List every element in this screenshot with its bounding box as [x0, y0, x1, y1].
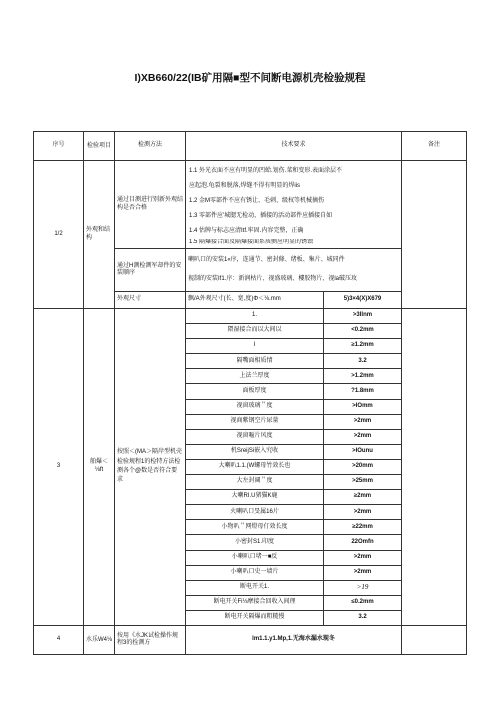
measure-value: ≥2mm	[324, 490, 402, 505]
measure-name: 断电开关隔爆而粗糙慢	[186, 610, 324, 625]
row-remark	[402, 625, 467, 654]
measure-value: ≤0.2mm	[324, 595, 402, 610]
measure-name: 机SreijSi嵌入究收	[186, 444, 324, 459]
requirement-line: 1.4 怙牌与标志应清Itf.牢固.内容完整，正确	[189, 227, 304, 234]
header-method: 检测方法	[115, 132, 186, 161]
row-remark	[402, 309, 467, 626]
measure-name: 小喇叭口史一墙片	[186, 565, 324, 580]
row-remark	[402, 161, 467, 309]
table-row	[34, 161, 467, 249]
requirement-line: 1.5 隔爆接合面及隔爆接面系质侧应明显的锈蚀	[189, 239, 314, 245]
measure-name: 视窗嘔片风度	[186, 429, 324, 444]
measure-name: I	[186, 339, 324, 354]
row-method: 通过H测检测军却件的安装顺序	[115, 249, 186, 292]
measure-name: 小喇叭口堵一■反	[186, 550, 324, 565]
measure-value: >2mm	[324, 414, 402, 429]
measure-name: 火喇叭口旻属16片	[186, 505, 324, 520]
measure-name: 断电开关1.	[186, 580, 324, 595]
measure-value: ≥1.2mm	[324, 339, 402, 354]
measure-value: >1.2mm	[324, 369, 402, 384]
row-requirement: 飘/A外观尺寸(长、宽,度)Φ＜⅛.mm	[186, 292, 324, 309]
measure-value: >2mm	[324, 565, 402, 580]
measure-value: >IOmm	[324, 399, 402, 414]
row-method: 外观尺寸	[115, 292, 186, 309]
measure-value: 3.2	[324, 354, 402, 369]
row-seq: 1/2	[34, 161, 84, 309]
row-method: 通过目测进行别新外观结构是否合格	[115, 161, 186, 249]
row-item: 舶爆＜⅛ft	[84, 309, 115, 626]
inspection-table	[33, 131, 467, 655]
measure-value: 22Omfn	[324, 535, 402, 550]
row-requirement	[186, 249, 402, 292]
header-seq: 序号	[34, 132, 84, 161]
measure-name: 小密封S1.印度	[186, 535, 324, 550]
table-row	[34, 309, 467, 324]
document-title: I)XB660/22(IB矿用隔■型不间断电源机壳检验规程	[134, 72, 366, 84]
measure-name: 大喇叭1.1.(W螺母竹效长也	[186, 459, 324, 474]
row-item: 水乐W4⅛	[84, 625, 115, 654]
header-item: 检验项目	[84, 132, 115, 161]
measure-name: 隔嘴面相质情	[186, 354, 324, 369]
measure-value: >2mm	[324, 550, 402, 565]
row-seq: 4	[34, 625, 84, 654]
measure-name: 上法兰厚度	[186, 369, 324, 384]
measure-name: 1.	[186, 309, 324, 324]
measure-value: >19	[324, 580, 402, 595]
measure-name: 断电开关Fi⅛摩接合回收入间理	[186, 595, 324, 610]
measure-value: >20mm	[324, 459, 402, 474]
measure-value: ?1.8mm	[324, 384, 402, 399]
row-requirement: lm1.1.y1.Mp,1.无海水漏水现冬	[186, 625, 402, 654]
measure-name: 隈湿接合而以大间以	[186, 324, 324, 339]
measure-name: 视窗玻璃＂度	[186, 399, 324, 414]
requirement-line: 1.3 零部件应'城腮无检动，插接的活动部件应插接自如	[189, 212, 333, 219]
requirement-line: 1.2 金M零部件不应有锈让、毛刺、级权等机械摘伤	[189, 197, 325, 204]
measure-value: ≥22mm	[324, 520, 402, 535]
requirement-line: 喇叭口的安装1«序，连通节、密封條、绪板、集片、城同件	[188, 256, 345, 263]
requirement-line: 视制的安装If1.序：新润枯片、视盛玻璃、樓胶物片、视la破压玫	[188, 275, 358, 282]
requirement-line: 1.1 外光衣面不应有明显的凹蛤.划伤.菜和变形.表面涂层不	[189, 167, 343, 174]
measure-value: <0.2mm	[324, 324, 402, 339]
row-requirement	[186, 161, 402, 249]
measure-name: 小物叭＂网燈母仃效长度	[186, 520, 324, 535]
measure-name: 视商紫钢空片尿量	[186, 414, 324, 429]
table-header-row	[34, 132, 467, 161]
requirement-line: 应起泡.龟裂和脱落,焊缝不得有明显的焊iis	[189, 182, 301, 189]
measure-value: >2mm	[324, 429, 402, 444]
measure-value: 3.2	[324, 610, 402, 625]
measure-value: >2mm	[324, 505, 402, 520]
row-value: 5)3×4(X)X679	[324, 292, 402, 309]
header-remark: 备注	[402, 132, 467, 161]
row-method: 按照＜(MA＞隔岸型机壳检验规程1的检特方法检测各个@数是否符合要求	[115, 309, 186, 626]
table-row	[34, 625, 467, 654]
row-seq: 3	[34, 309, 84, 626]
measure-name: 大左封阔＂度	[186, 475, 324, 490]
row-method: 按用《水JK试检操作规程3的拴测方	[115, 625, 186, 654]
row-item: 外观和结构	[84, 161, 115, 309]
measure-name: 面板厚度	[186, 384, 324, 399]
measure-value: >IOunu	[324, 444, 402, 459]
measure-name: 大喇RI.U猪猫K鹿	[186, 490, 324, 505]
measure-value: >25mm	[324, 475, 402, 490]
measure-value: >3Ilnm	[324, 309, 402, 324]
header-requirement: 技术要求	[186, 132, 402, 161]
